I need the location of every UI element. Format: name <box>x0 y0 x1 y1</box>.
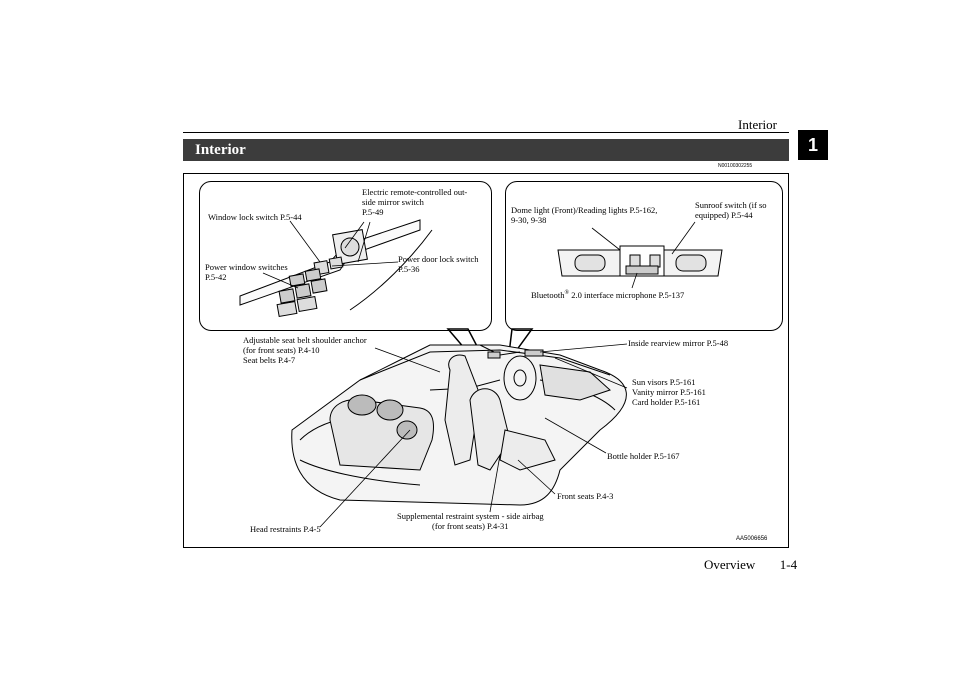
section-title: Interior <box>195 142 246 158</box>
section-code: N00100302255 <box>718 163 753 169</box>
label-mirror-switch-line1: Electric remote-controlled out- <box>362 187 468 197</box>
label-vanity-mirror: Vanity mirror P.5-161 <box>632 386 706 397</box>
label-rearview-mirror: Inside rearview mirror P.5-48 <box>628 338 729 348</box>
label-bluetooth-ref: 2.0 interface microphone P.5-137 <box>569 289 685 300</box>
label-sun-visors: Sun visors P.5-161 <box>632 377 696 387</box>
label-door-lock-line1: Power door lock switch <box>398 254 479 264</box>
label-power-window-line2: P.5-42 <box>205 271 227 282</box>
chapter-tab: 1 <box>798 130 828 160</box>
label-srs-side-airbag <box>397 512 544 532</box>
label-belt-anchor-line2: (for front seats) P.4-10 <box>243 344 320 355</box>
running-header-title: Interior <box>738 117 777 132</box>
label-mirror-switch-line2: side mirror switch <box>362 196 424 207</box>
car-interior-drawing <box>292 345 627 505</box>
label-card-holder: Card holder P.5-161 <box>632 396 701 407</box>
label-head-restraints: Head restraints P.4-5 <box>250 524 321 534</box>
label-mirror-switch <box>362 188 467 217</box>
label-door-lock-line2: P.5-36 <box>398 263 420 274</box>
label-bottle-holder: Bottle holder P.5-167 <box>607 451 680 461</box>
label-seat-belt-anchor <box>243 336 367 365</box>
label-bluetooth-name: Bluetooth <box>531 289 565 300</box>
page-footer <box>704 557 797 573</box>
registered-mark: ® <box>564 290 570 296</box>
label-sun-visors-group <box>632 378 706 407</box>
footer-section: Overview <box>704 557 756 572</box>
label-power-door-lock <box>398 255 479 275</box>
figure-image-code: AA5006656 <box>736 536 768 542</box>
label-dome-light <box>511 206 657 226</box>
label-sunroof-switch <box>695 201 767 221</box>
label-srs-line1: Supplemental restraint system - side airbag <box>397 511 544 521</box>
label-srs-line2: (for front seats) P.4-31 <box>432 520 509 531</box>
label-sunroof-line1: Sunroof switch (if so <box>695 200 767 210</box>
label-dome-light-line1: Dome light (Front)/Reading lights P.5-162, <box>511 205 658 215</box>
footer-page-number: 1-4 <box>779 557 798 572</box>
label-power-window-switches <box>205 263 288 283</box>
label-sunroof-line2: equipped) P.5-44 <box>695 209 753 220</box>
label-belt-anchor-line1: Adjustable seat belt shoulder anchor <box>243 335 367 345</box>
label-bluetooth-microphone <box>531 290 684 301</box>
label-belt-anchor-line3: Seat belts P.4-7 <box>243 354 296 365</box>
label-power-window-line1: Power window switches <box>205 262 288 272</box>
label-mirror-switch-line3: P.5-49 <box>362 206 384 217</box>
label-window-lock-switch: Window lock switch P.5-44 <box>208 212 302 222</box>
label-front-seats: Front seats P.4-3 <box>557 491 614 501</box>
label-dome-light-line2: 9-30, 9-38 <box>511 214 547 225</box>
